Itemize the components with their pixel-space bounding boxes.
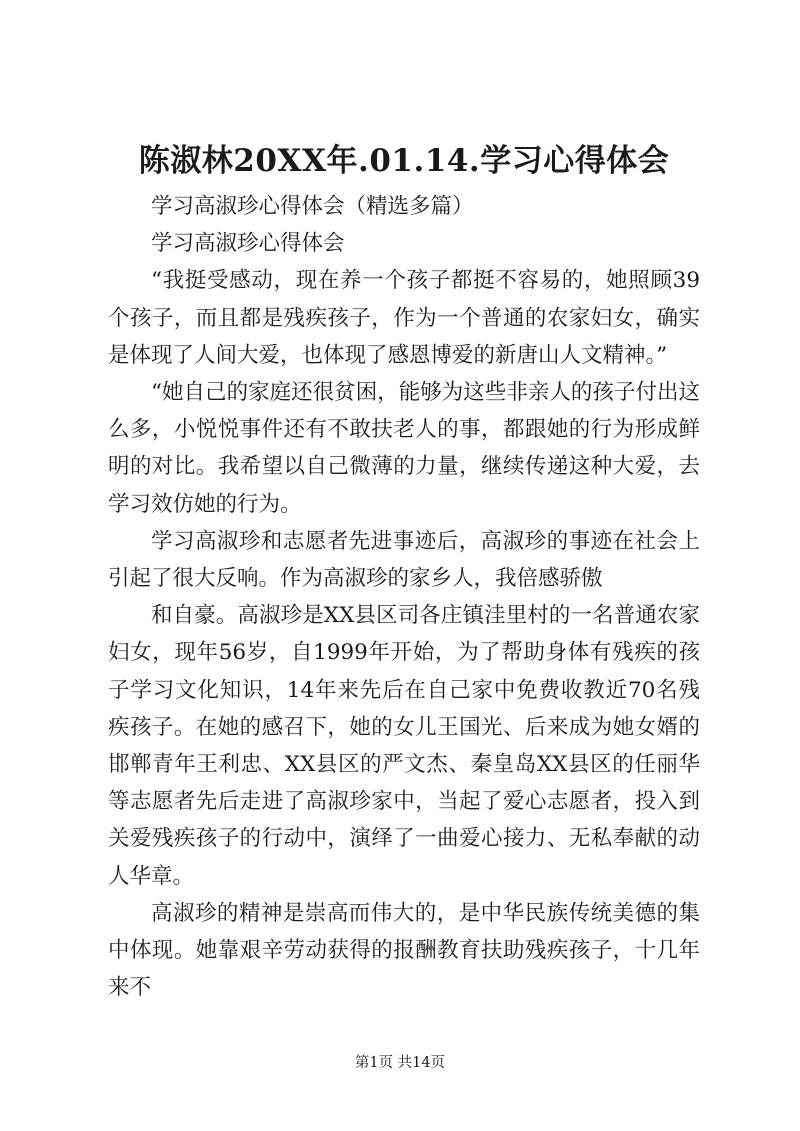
paragraph-body-2: 和自豪。高淑珍是XX县区司各庄镇洼里村的一名普通农家妇女，现年56岁，自1999年开始，为了帮助身体有残疾的孩子学习文化知识，14年来先后在自己家中免费收教近70名残疾孩子。在她的感召下，她的女儿王国光、后来成为她女婿的邯郸青年王利忠、XX县区的严文杰、秦皇岛XX县区的任丽华等志愿者先后走进了高淑珍家中，当起了爱心志愿者，投入到关爱残疾孩子的行动中，演绎了一曲爱心接力、无私奉献的动人华章。 <box>108 603 700 889</box>
paragraph-body-1: 学习高淑珍和志愿者先进事迹后，高淑珍的事迹在社会上引起了很大反响。作为高淑珍的家乡人，我倍感骄傲 <box>108 528 700 592</box>
paragraph-body-3: 高淑珍的精神是崇高而伟大的，是中华民族传统美德的集中体现。她靠艰辛劳动获得的报酬教育扶助残疾孩子，十几年来不 <box>108 900 700 1001</box>
document-title: 陈淑林20XX年.01.14.学习心得体会 <box>138 143 670 179</box>
paragraph-subtitle: 学习高淑珍心得体会（精选多篇） <box>151 194 474 219</box>
page-number-footer: 第1页 共14页 <box>354 1055 446 1071</box>
paragraph-quote-1: “我挺受感动，现在养一个孩子都挺不容易的，她照顾39个孩子，而且都是残疾孩子，作为一个普通的农家妇女，确实是体现了人间大爱，也体现了感恩博爱的新唐山人文精神。” <box>108 268 700 368</box>
paragraph-heading: 学习高淑珍心得体会 <box>151 231 345 257</box>
document-body <box>108 188 700 1006</box>
paragraph-quote-2: “她自己的家庭还很贫困，能够为这些非亲人的孩子付出这么多，小悦悦事件还有不敢扶老人的事，都跟她的行为形成鲜明的对比。我希望以自己微薄的力量，继续传递这种大爱，去学习效仿她的行为。 <box>108 380 700 517</box>
